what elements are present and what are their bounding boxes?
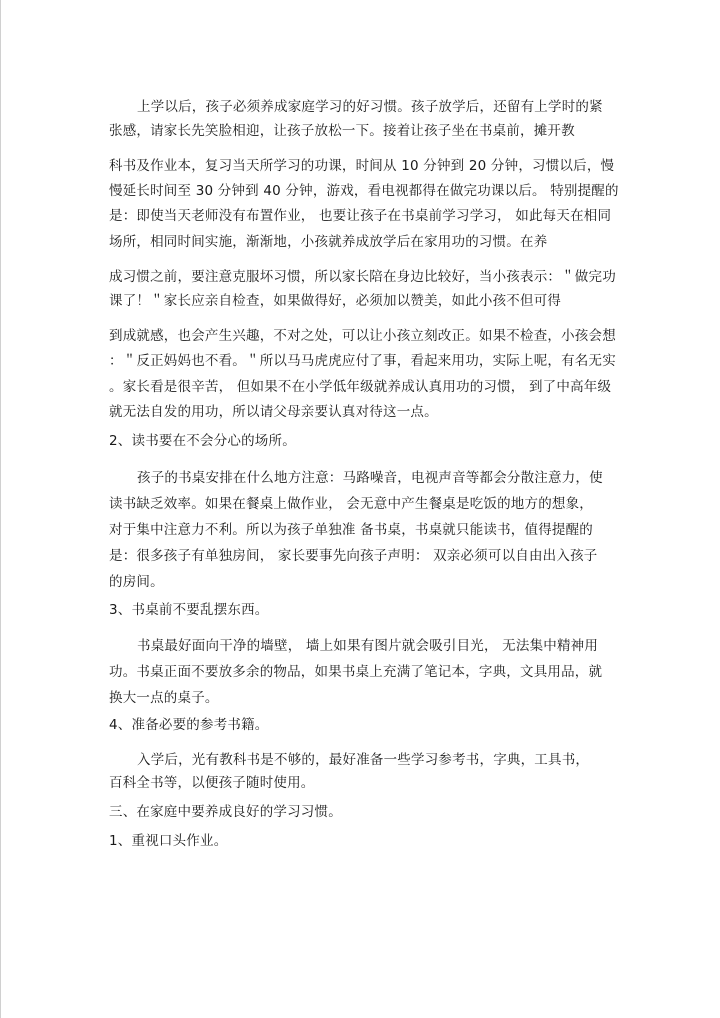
paragraph-line: 入学后，光有教科书是不够的，最好准备一些学习参考书，字典，工具书，	[137, 752, 590, 768]
section-heading: 3、书桌前不要乱摆东西。	[109, 602, 269, 618]
paragraph-line: 科书及作业本，复习当天所学习的功课，时间从 10 分钟到 20 分钟，习惯以后，慢	[109, 158, 615, 174]
section-heading: 4、准备必要的参考书籍。	[109, 717, 269, 733]
paragraph-line: 孩子的书桌安排在什么地方注意：马路噪音，电视声音等都会分散注意力，使	[137, 470, 603, 486]
paragraph-line: 。家长看是很辛苦， 但如果不在小学低年级就养成认真用功的习惯， 到了中高年级	[109, 379, 612, 395]
paragraph-line: 慢延长时间至 30 分钟到 40 分钟，游戏，看电视都得在做完功课以后。 特别提醒的	[109, 183, 619, 199]
section-heading: 三、在家庭中要养成良好的学习习惯。	[109, 804, 342, 820]
paragraph-line: 到成就感，也会产生兴趣，不对之处，可以让小孩立刻改正。如果不检查，小孩会想	[109, 328, 616, 344]
paragraph-line: 书桌最好面向干净的墙壁， 墙上如果有图片就会吸引目光， 无法集中精神用	[137, 638, 599, 654]
paragraph-line: 上学以后，孩子必须养成家庭学习的好习惯。孩子放学后，还留有上学时的紧	[137, 99, 603, 115]
paragraph-line: 百科全书等，以便孩子随时使用。	[109, 775, 315, 791]
paragraph-line: 是：即使当天老师没有布置作业， 也要让孩子在书桌前学习学习， 如此每天在相同	[109, 208, 612, 224]
paragraph-line: 就无法自发的用功，所以请父母亲要认真对待这一点。	[109, 404, 438, 420]
paragraph-line: 是：很多孩子有单独房间， 家长要事先向孩子声明： 双亲必须可以自由出入孩子	[109, 548, 598, 564]
paragraph-line: 场所，相同时间实施，渐渐地，小孩就养成放学后在家用功的习惯。在养	[109, 234, 548, 250]
paragraph-line: 张感，请家长先笑脸相迎，让孩子放松一下。接着让孩子坐在书桌前，摊开教	[109, 123, 575, 139]
paragraph-line: 读书缺乏效率。如果在餐桌上做作业， 会无意中产生餐桌是吃饭的地方的想象，	[109, 496, 593, 512]
paragraph-line: 的房间。	[109, 574, 164, 590]
paragraph-line: 成习惯之前，要注意克服坏习惯，所以家长陪在身边比较好，当小孩表示：＂做完功	[109, 269, 616, 285]
paragraph-line: 换大一点的桌子。	[109, 690, 219, 706]
paragraph-line: 课了！＂家长应亲自检查，如果做得好，必须加以赞美，如此小孩不但可得	[109, 293, 562, 309]
paragraph-line: 功。书桌正面不要放多余的物品，如果书桌上充满了笔记本，字典，文具用品，就	[109, 664, 603, 680]
section-heading: 2、读书要在不会分心的场所。	[109, 433, 296, 449]
paragraph-line: ：＂反正妈妈也不看。＂所以马马虎虎应付了事，看起来用功，实际上呢，有名无实	[109, 353, 616, 369]
section-heading: 1、重视口头作业。	[109, 833, 228, 849]
paragraph-line: 对于集中注意力不利。所以为孩子单独准 备书桌，书桌就只能读书，值得提醒的	[109, 522, 593, 538]
